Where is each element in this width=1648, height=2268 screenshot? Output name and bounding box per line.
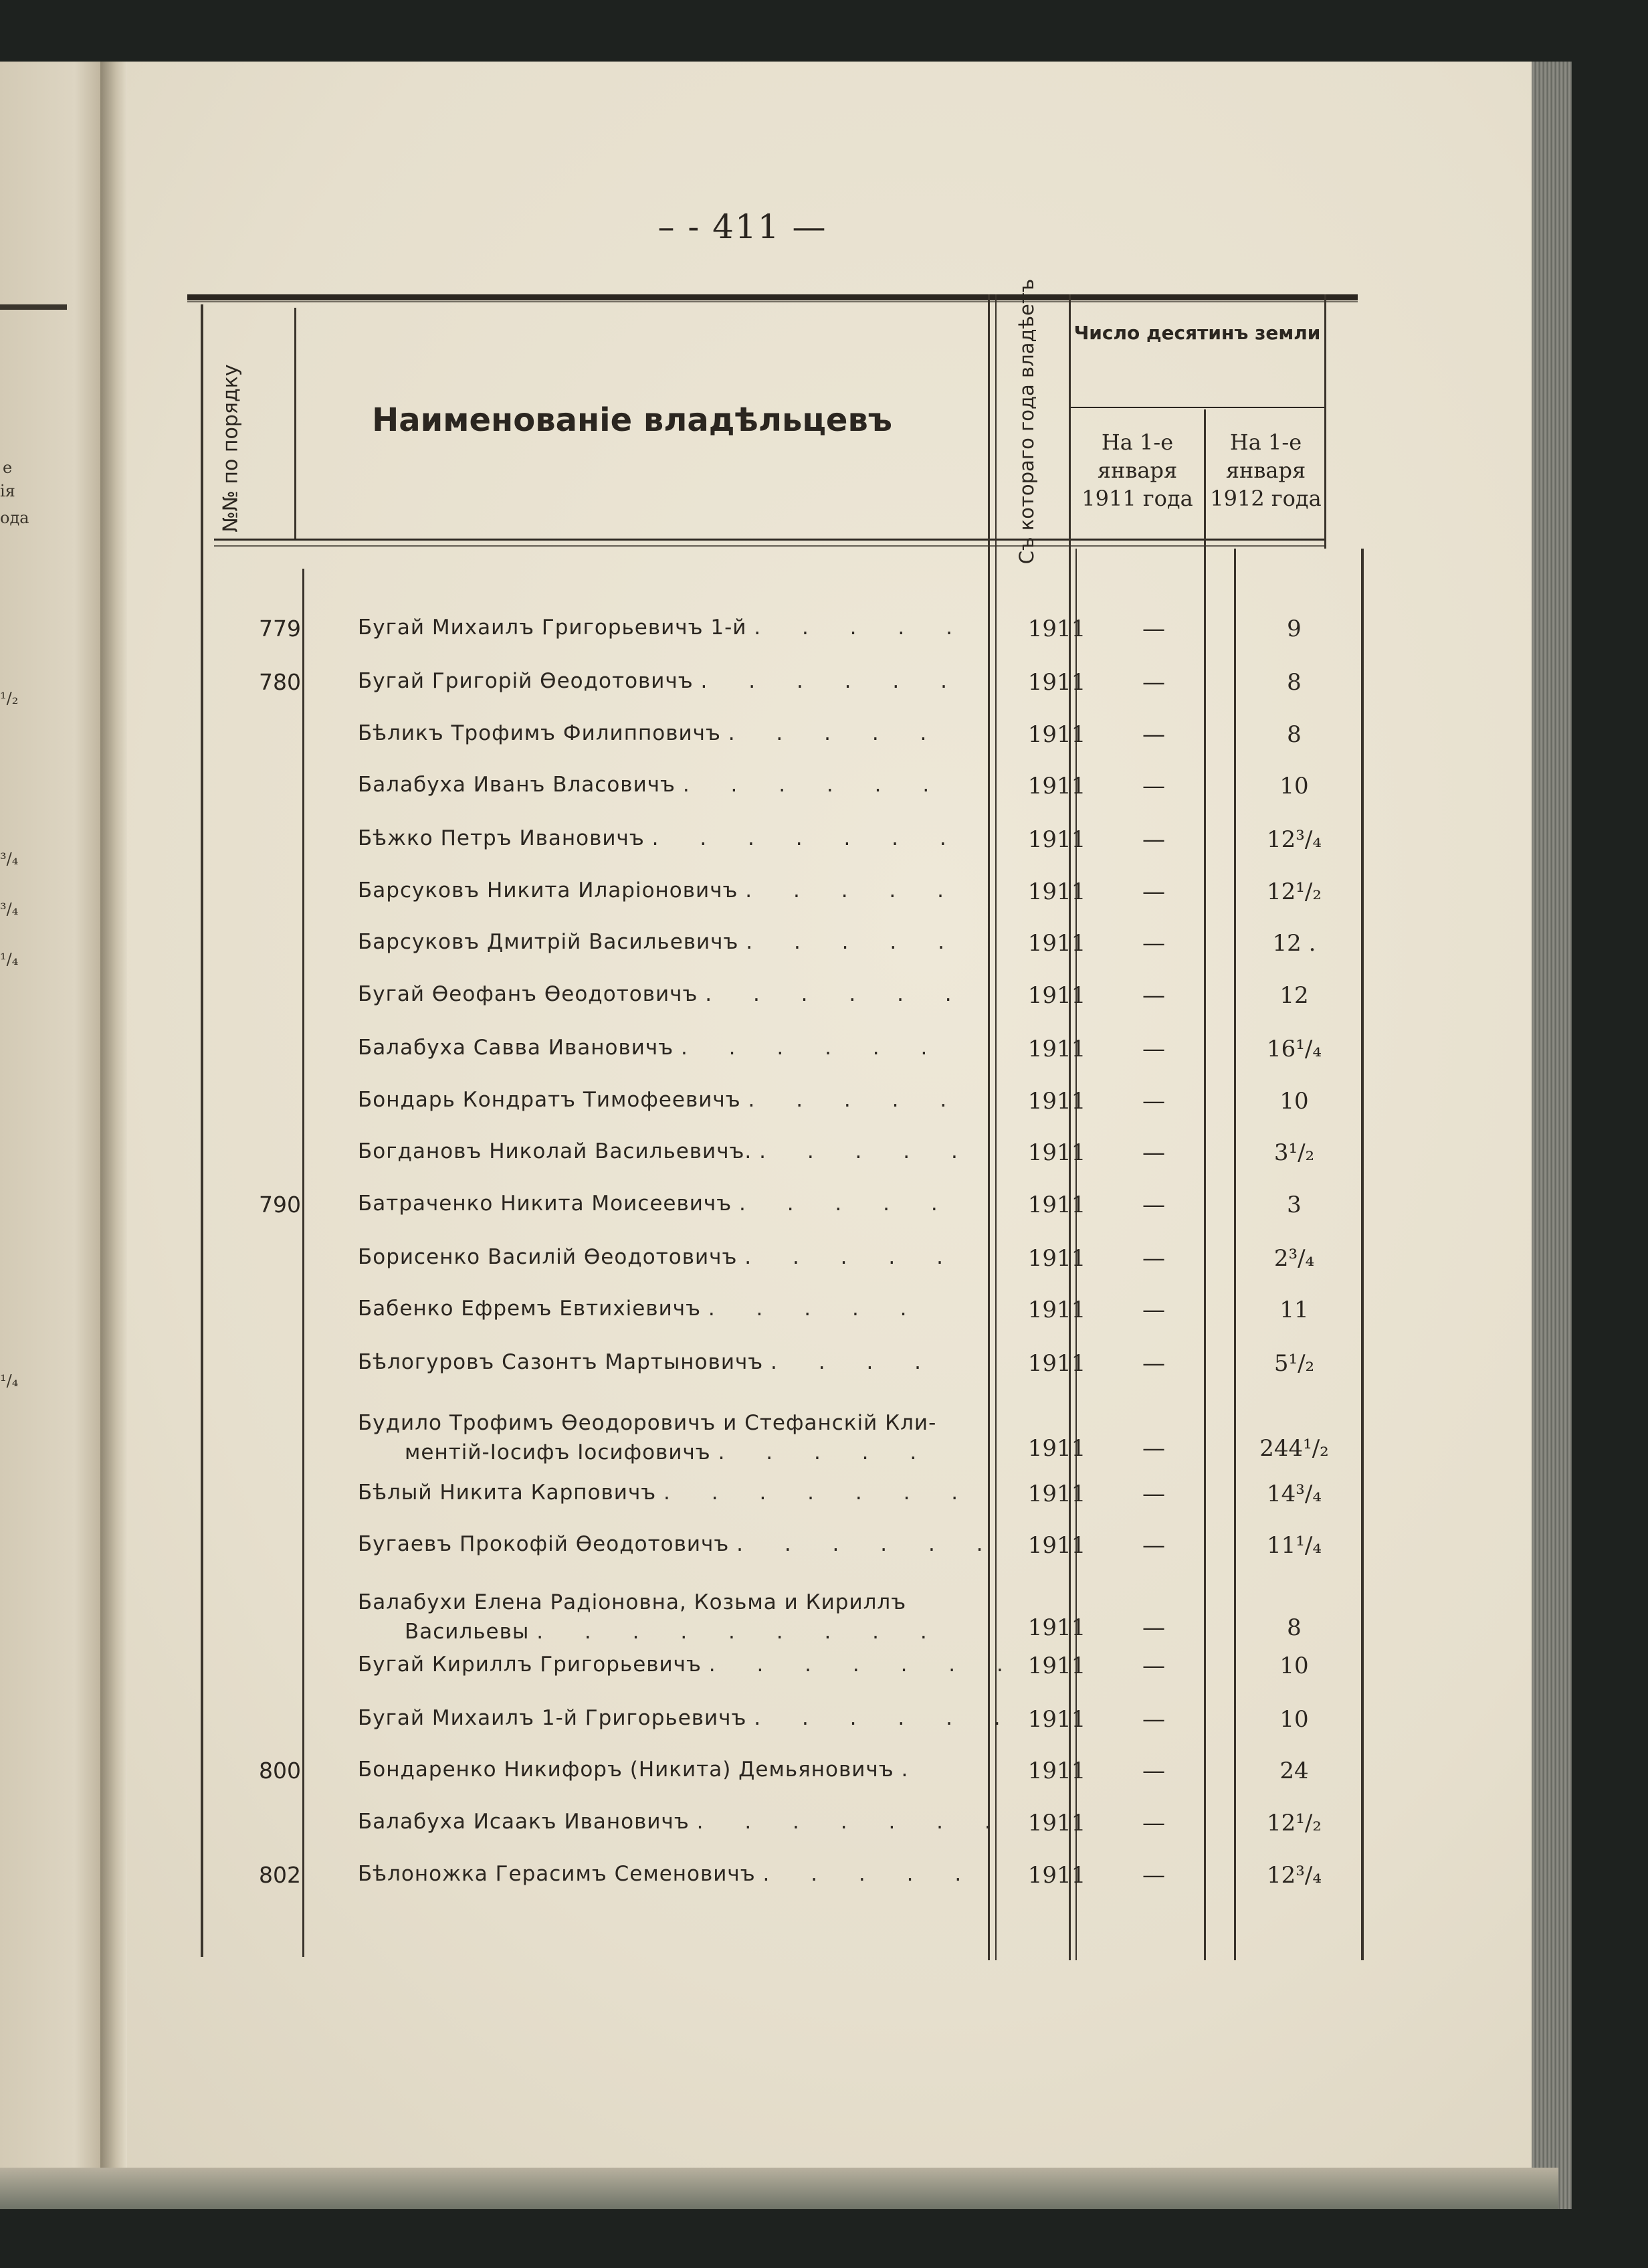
since-year: 1911 xyxy=(1027,1614,1086,1641)
table-row xyxy=(0,669,1538,709)
owner-name xyxy=(358,1297,993,1321)
since-year: 1911 xyxy=(1027,1088,1086,1115)
since-year: 1911 xyxy=(1027,982,1086,1009)
area-1912: 10 xyxy=(1279,1706,1309,1733)
leader-dots: . . . . . . xyxy=(754,1706,1018,1730)
table-row xyxy=(0,930,1538,970)
owner-name-line: Барсуковъ Дмитрій Васильевичъ xyxy=(358,930,739,954)
owner-name xyxy=(358,1408,993,1467)
since-year: 1911 xyxy=(1027,826,1086,853)
leader-dots: . . . . . xyxy=(718,1440,934,1464)
table-row xyxy=(0,1588,1538,1644)
area-1911: — xyxy=(1142,773,1165,799)
leader-dots: . . . . . . xyxy=(700,669,964,693)
area-1912: 8 xyxy=(1287,1614,1302,1641)
owner-name xyxy=(358,930,993,954)
table-row xyxy=(0,616,1538,656)
leader-dots: . . . . . . xyxy=(705,982,969,1006)
area-1911: — xyxy=(1142,1758,1165,1784)
leader-dots: . . . . . xyxy=(746,930,962,954)
table-row xyxy=(0,1532,1538,1572)
leader-dots: . . . . . xyxy=(759,1139,975,1163)
leader-dots: . . . . . xyxy=(748,1088,964,1112)
area-1912: 12³/₄ xyxy=(1267,1862,1322,1889)
owner-name-line: Бугай Ѳеофанъ Ѳеодотовичъ xyxy=(358,982,698,1006)
table-row xyxy=(0,1758,1538,1798)
header-owner-name: Наименованіе владѣльцевъ xyxy=(372,401,892,439)
since-year: 1911 xyxy=(1027,616,1086,642)
owner-name-line: Бѣлоножка Герасимъ Семеновичъ xyxy=(358,1862,756,1886)
left-fragment: ¹/₄ xyxy=(0,950,19,969)
owner-name-line: Бабенко Ефремъ Евтихіевичъ xyxy=(358,1297,701,1321)
area-1912: 12¹/₂ xyxy=(1267,1810,1322,1836)
leader-dots: . . . . . xyxy=(708,1297,924,1321)
header-bottom-rule xyxy=(214,539,1324,541)
area-1911: — xyxy=(1142,1706,1165,1733)
left-fragment: ³/₄ xyxy=(0,850,19,868)
header-land-area: Число десятинъ земли xyxy=(1073,322,1321,344)
area-1911: — xyxy=(1142,1192,1165,1218)
owner-name-line: Бугай Кириллъ Григорьевичъ xyxy=(358,1652,702,1677)
table-row xyxy=(0,1350,1538,1390)
leader-dots: . . . . . xyxy=(754,616,970,640)
area-1911: — xyxy=(1142,1652,1165,1679)
table-top-rule xyxy=(187,294,1358,300)
left-fragment: ія xyxy=(0,482,15,500)
since-year: 1911 xyxy=(1027,1350,1086,1377)
owner-name-line: Бондарь Кондратъ Тимофеевичъ xyxy=(358,1088,741,1112)
owner-name-line: Балабуха Савва Ивановичъ xyxy=(358,1036,674,1060)
left-fragment: ода xyxy=(0,508,29,527)
table-row xyxy=(0,1862,1538,1902)
area-1912: 12³/₄ xyxy=(1267,826,1322,853)
area-1911: — xyxy=(1142,1862,1165,1889)
area-1912: 5¹/₂ xyxy=(1273,1350,1315,1377)
area-1911: — xyxy=(1142,878,1165,905)
group-sub-rule xyxy=(1070,407,1324,408)
leader-dots: . . . . . xyxy=(762,1862,979,1886)
since-year: 1911 xyxy=(1027,1652,1086,1679)
owner-name xyxy=(358,1481,993,1505)
owner-name xyxy=(358,1192,993,1216)
area-1912: 11 xyxy=(1279,1297,1309,1323)
owner-name xyxy=(358,1862,993,1886)
area-1912: 24 xyxy=(1279,1758,1309,1784)
area-1911: — xyxy=(1142,1810,1165,1836)
table-row xyxy=(0,1706,1538,1746)
owner-name xyxy=(358,616,993,640)
leader-dots: . . . . xyxy=(770,1350,939,1374)
since-year: 1911 xyxy=(1027,773,1086,799)
since-year: 1911 xyxy=(1027,1532,1086,1559)
leader-dots: . . . . . xyxy=(744,1245,960,1269)
owner-name-line: Бугай Григорій Ѳеодотовичъ xyxy=(358,669,694,693)
leader-dots: . . . . . . . xyxy=(696,1810,1009,1834)
table-row xyxy=(0,826,1538,866)
area-1912: 8 xyxy=(1287,669,1302,696)
since-year: 1911 xyxy=(1027,721,1086,748)
area-1911: — xyxy=(1142,1350,1165,1377)
owner-name xyxy=(358,1245,993,1269)
area-1912: 10 xyxy=(1279,773,1309,799)
since-year: 1911 xyxy=(1027,1706,1086,1733)
owner-name-line: Бѣлый Никита Карповичъ xyxy=(358,1481,657,1505)
row-number: 779 xyxy=(259,616,301,642)
table-row xyxy=(0,982,1538,1022)
since-year: 1911 xyxy=(1027,669,1086,696)
since-year: 1911 xyxy=(1027,1810,1086,1836)
leader-dots: . . . . . xyxy=(728,721,944,745)
owner-name xyxy=(358,1652,1021,1677)
area-1911: — xyxy=(1142,930,1165,957)
owner-name xyxy=(358,1532,1001,1556)
area-1911: — xyxy=(1142,1088,1165,1115)
since-year: 1911 xyxy=(1027,1481,1086,1507)
since-year: 1911 xyxy=(1027,1758,1086,1784)
owner-name-line: Бугай Михаилъ Григорьевичъ 1-й xyxy=(358,616,747,640)
header-row-number: №№ по порядку xyxy=(219,364,243,533)
area-1912: 10 xyxy=(1279,1088,1309,1115)
leader-dots: . . . . . . . xyxy=(651,826,964,850)
owner-name xyxy=(358,1810,1009,1834)
area-1911: — xyxy=(1142,1481,1165,1507)
bottom-page-edge xyxy=(0,2168,1558,2209)
area-1911: — xyxy=(1142,1435,1165,1462)
since-year: 1911 xyxy=(1027,1139,1086,1166)
owner-name xyxy=(358,826,993,850)
since-year: 1911 xyxy=(1027,930,1086,957)
since-year: 1911 xyxy=(1027,1435,1086,1462)
area-1912: 10 xyxy=(1279,1652,1309,1679)
header-1911: На 1-е января 1911 года xyxy=(1082,430,1193,511)
table-row xyxy=(0,721,1538,761)
row-number: 780 xyxy=(259,669,301,695)
table-top-rule-thin xyxy=(187,301,1358,302)
owner-name-line: Балабуха Исаакъ Ивановичъ xyxy=(358,1810,690,1834)
area-1911: — xyxy=(1142,1614,1165,1641)
owner-name xyxy=(358,878,993,903)
owner-name-line: Бондаренко Никифоръ (Никита) Демьяновичъ xyxy=(358,1758,894,1782)
left-fragment: ³/₄ xyxy=(0,900,19,919)
table-row xyxy=(0,1652,1538,1693)
owner-name xyxy=(358,1588,993,1646)
area-1912: 12 xyxy=(1279,982,1309,1009)
leader-dots: . . . . . . xyxy=(680,1036,945,1060)
row-number: 802 xyxy=(259,1862,301,1888)
table-row xyxy=(0,1297,1538,1337)
owner-name xyxy=(358,669,993,693)
owner-name-line: Бѣжко Петръ Ивановичъ xyxy=(358,826,645,850)
owner-name-line: Бугаевъ Прокофій Ѳеодотовичъ xyxy=(358,1532,730,1556)
left-fragment: ¹/₄ xyxy=(0,1372,19,1390)
since-year: 1911 xyxy=(1027,1862,1086,1889)
header-since-year: Съ котораго года владѣетъ xyxy=(1015,278,1038,565)
area-1912: 11¹/₄ xyxy=(1267,1532,1322,1559)
table-row xyxy=(0,1036,1538,1076)
area-1912: 12¹/₂ xyxy=(1267,878,1322,905)
table-row xyxy=(0,1088,1538,1128)
table-row xyxy=(0,773,1538,813)
owner-name-line: Будило Трофимъ Ѳеодоровичъ и Стефанскій Кли- xyxy=(358,1411,937,1435)
area-1912: 14³/₄ xyxy=(1267,1481,1322,1507)
header-1912: На 1-е января 1912 года xyxy=(1210,430,1322,511)
owner-name xyxy=(358,1088,993,1112)
owner-name xyxy=(358,1350,993,1374)
left-fragment: ¹/₂ xyxy=(0,689,19,708)
area-1911: — xyxy=(1142,1245,1165,1272)
left-fragment: е xyxy=(3,458,13,477)
table-row xyxy=(0,1810,1538,1850)
table-row xyxy=(0,1139,1538,1179)
since-year: 1911 xyxy=(1027,1297,1086,1323)
area-1912: 2³/₄ xyxy=(1273,1245,1315,1272)
area-1912: 3 xyxy=(1287,1192,1302,1218)
area-1912: 244¹/₂ xyxy=(1259,1435,1329,1462)
since-year: 1911 xyxy=(1027,878,1086,905)
area-1912: 3¹/₂ xyxy=(1273,1139,1315,1166)
row-number: 800 xyxy=(259,1758,301,1784)
area-1912: 16¹/₄ xyxy=(1267,1036,1322,1062)
header-bottom-rule-thin xyxy=(214,545,1324,547)
area-1911: — xyxy=(1142,982,1165,1009)
since-year: 1911 xyxy=(1027,1192,1086,1218)
table-row xyxy=(0,1192,1538,1232)
owner-name xyxy=(358,1706,1018,1730)
owner-name xyxy=(358,773,993,797)
leader-dots: . . . . . . . xyxy=(663,1481,976,1505)
owner-name-continued: ментій-Іосифъ Іосифовичъ . . . . . xyxy=(405,1440,934,1464)
owner-name xyxy=(358,982,993,1006)
leader-dots: . . . . . xyxy=(745,878,961,903)
area-1912: 9 xyxy=(1287,616,1302,642)
owner-name-line: Барсуковъ Никита Иларіоновичъ xyxy=(358,878,738,903)
leader-dots: . . . . . xyxy=(738,1192,955,1216)
leader-dots: . . . . . . xyxy=(682,773,947,797)
leader-dots: . xyxy=(901,1758,926,1782)
owner-name-line: Бѣлогуровъ Сазонтъ Мартыновичъ xyxy=(358,1350,764,1374)
area-1911: — xyxy=(1142,669,1165,696)
since-year: 1911 xyxy=(1027,1245,1086,1272)
area-1912: 8 xyxy=(1287,721,1302,748)
owner-name-continued: Васильевы . . . . . . . . . xyxy=(405,1620,944,1644)
owner-name-line: Бугай Михаилъ 1-й Григорьевичъ xyxy=(358,1706,747,1730)
area-1911: — xyxy=(1142,1139,1165,1166)
table-row xyxy=(0,1481,1538,1521)
owner-name-line: Батраченко Никита Моисеевичъ xyxy=(358,1192,732,1216)
area-1911: — xyxy=(1142,721,1165,748)
area-1911: — xyxy=(1142,826,1165,853)
table-row xyxy=(0,1245,1538,1285)
leader-dots: . . . . . . xyxy=(736,1532,1001,1556)
owner-name-line: Балабуха Иванъ Власовичъ xyxy=(358,773,676,797)
area-1911: — xyxy=(1142,1036,1165,1062)
leader-dots: . . . . . . . . . xyxy=(536,1620,944,1644)
table-row xyxy=(0,1408,1538,1464)
owner-name xyxy=(358,721,993,745)
area-1911: — xyxy=(1142,1297,1165,1323)
table-row xyxy=(0,878,1538,919)
since-year: 1911 xyxy=(1027,1036,1086,1062)
page-number: – - 411 — xyxy=(657,207,827,246)
left-page-rule xyxy=(0,304,67,310)
owner-name xyxy=(358,1139,993,1163)
area-1911: — xyxy=(1142,1532,1165,1559)
row-number: 790 xyxy=(259,1192,301,1218)
owner-name-line: Бѣликъ Трофимъ Филипповичъ xyxy=(358,721,721,745)
area-1911: — xyxy=(1142,616,1165,642)
area-1912: 12 . xyxy=(1272,930,1316,957)
owner-name-line: Балабухи Елена Радіоновна, Козьма и Кириллъ xyxy=(358,1590,907,1614)
owner-name xyxy=(358,1758,993,1782)
owner-name-line: Богдановъ Николай Васильевичъ. xyxy=(358,1139,752,1163)
leader-dots: . . . . . . . xyxy=(708,1652,1021,1677)
owner-name xyxy=(358,1036,993,1060)
owner-name-line: Борисенко Василій Ѳеодотовичъ xyxy=(358,1245,738,1269)
